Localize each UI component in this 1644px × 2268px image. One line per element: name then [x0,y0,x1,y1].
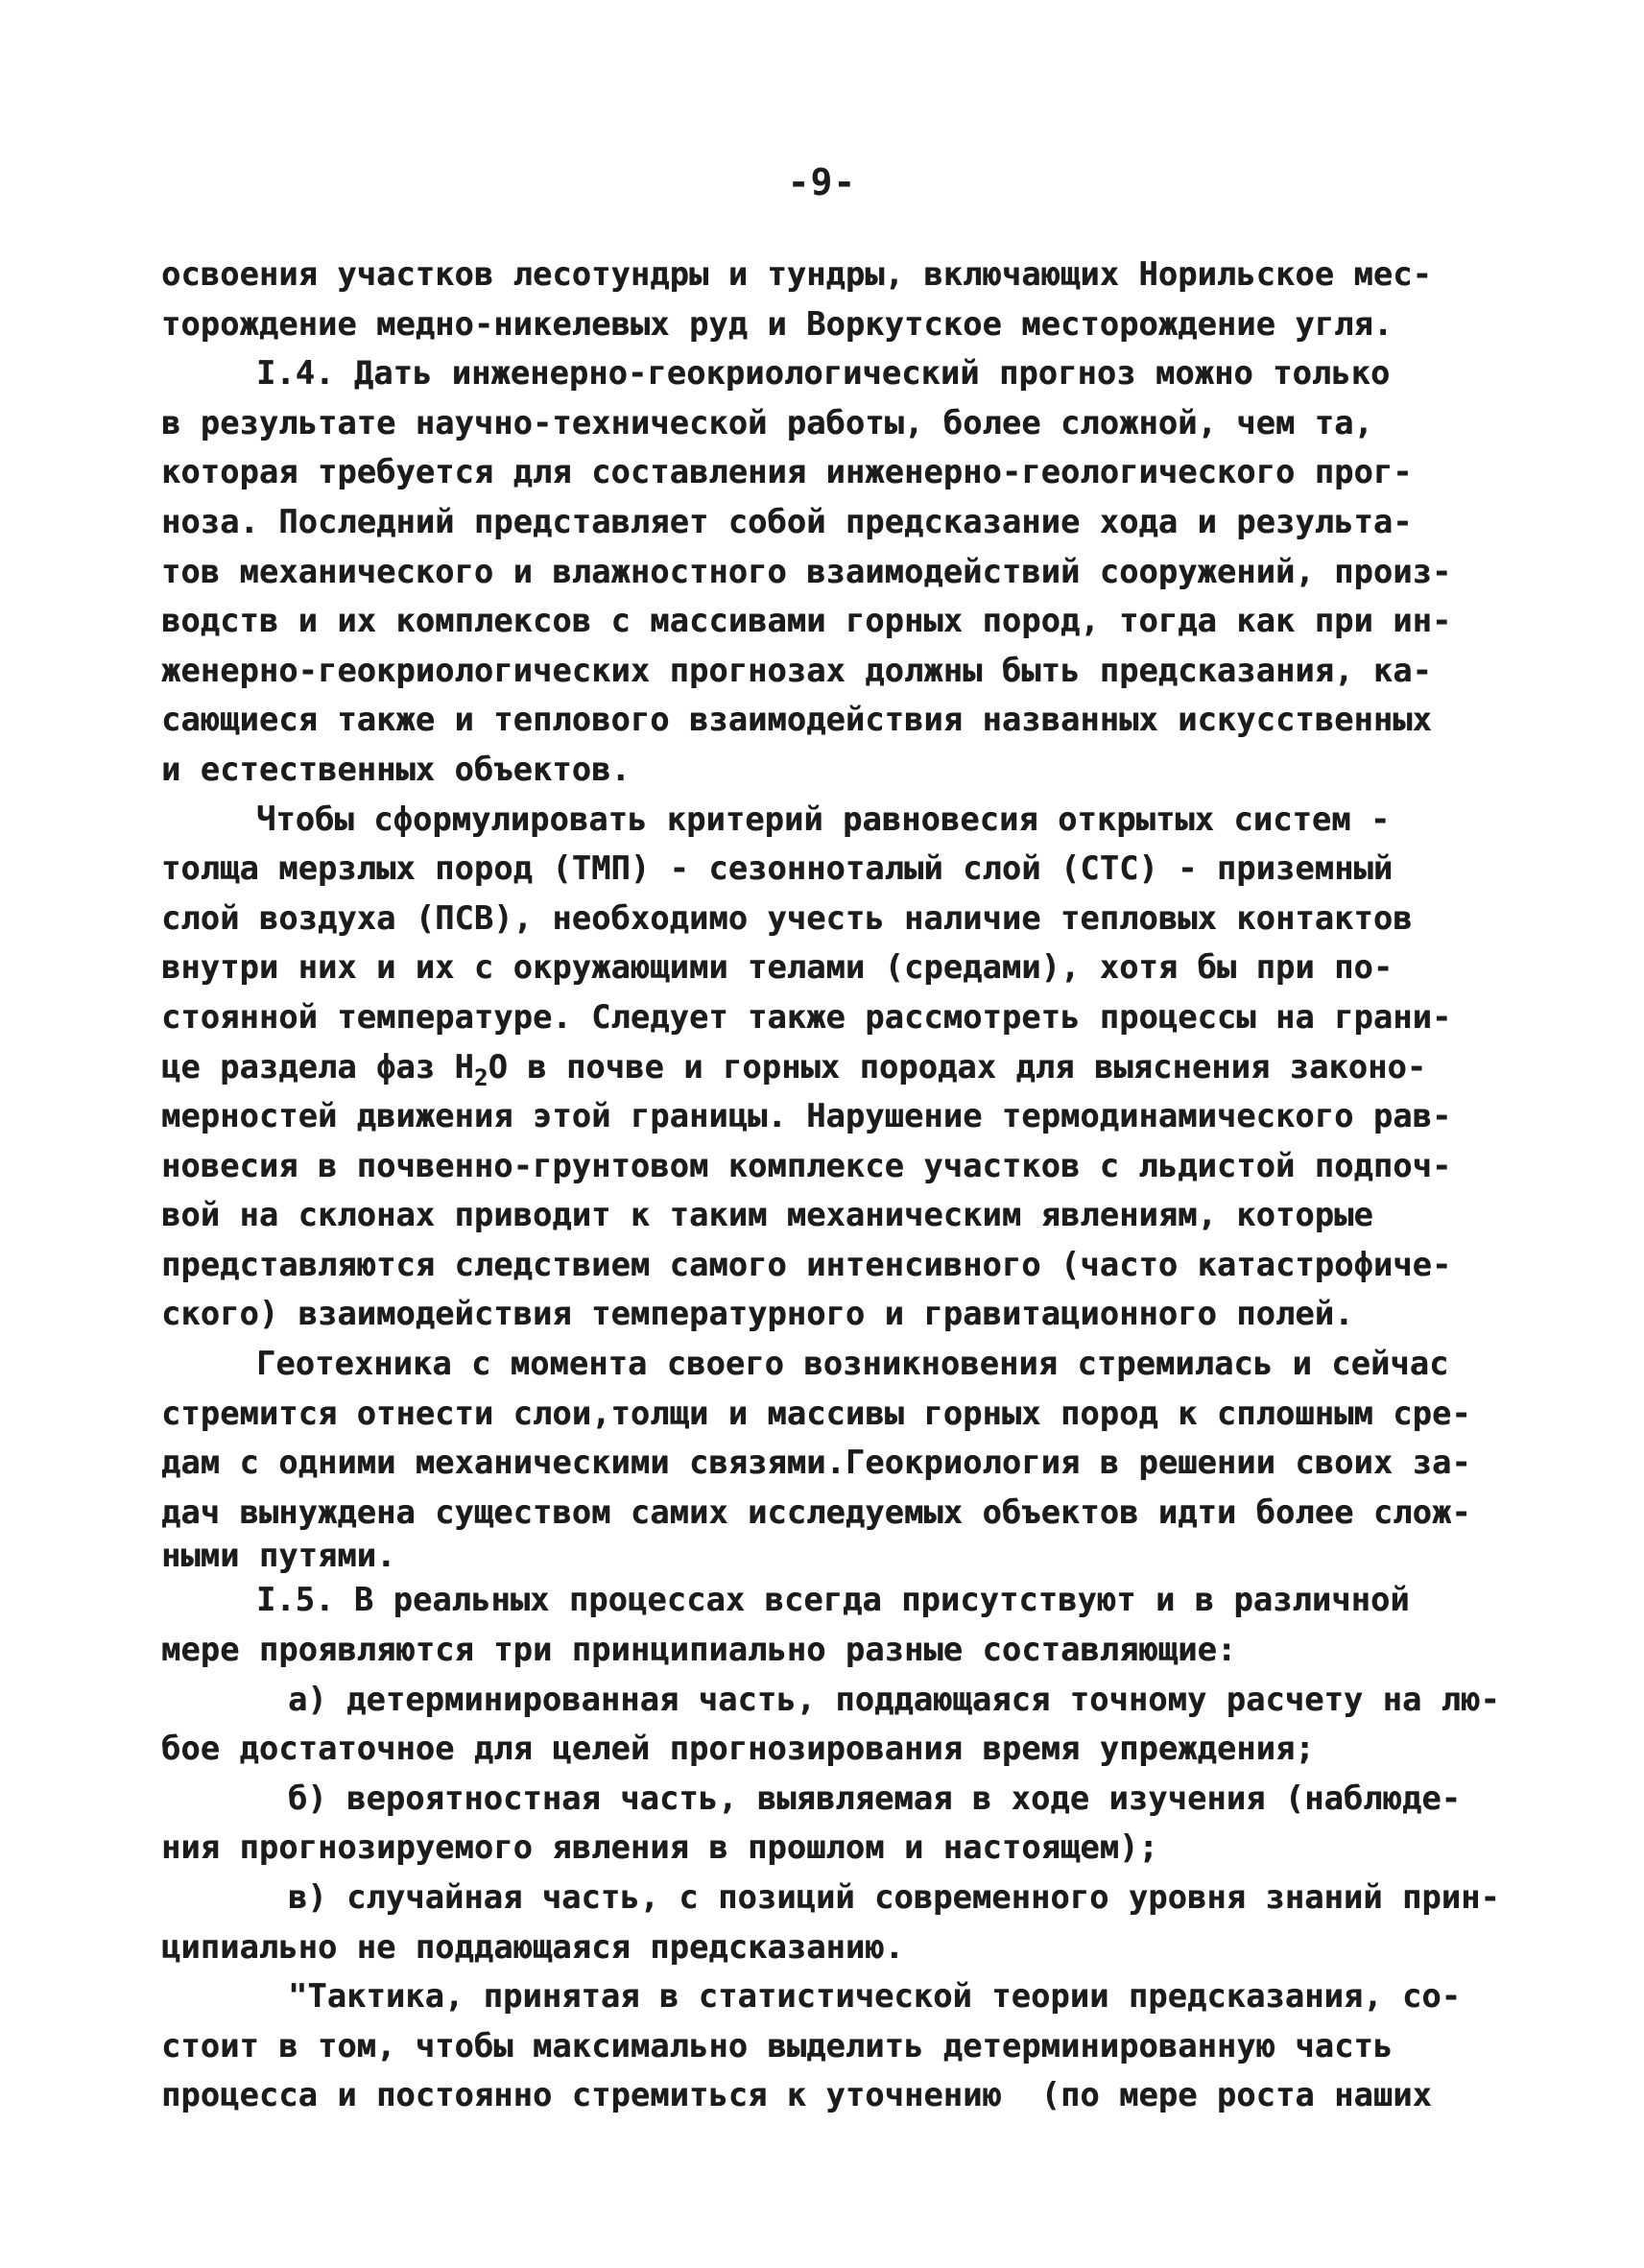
text-fragment: це раздела фаз H [161,1047,474,1086]
text-line: ния прогнозируемого явления в прошлом и настоящем); [161,1828,1158,1867]
text-line: "Тактика, принятая в статистической теории предсказания, со- [288,1977,1462,2016]
text-line: стремится отнести слои,толщи и массивы горных пород к сплошным сре- [161,1394,1471,1432]
text-fragment: O в почве и горных породах для выяснения законо- [488,1047,1427,1086]
text-line: ципиально не поддающаяся предсказанию. [161,1927,905,1966]
text-line: новесия в почвенно-грунтовом комплексе участков с льдистой подпоч- [161,1146,1452,1184]
body-text [161,250,1505,2120]
text-line: в) случайная часть, с позиций современного уровня знаний прин- [288,1878,1500,1916]
text-line: стоит в том, чтобы максимально выделить детерминированную часть [161,2026,1394,2065]
subscript-2: 2 [473,1063,488,1091]
text-line: б) вероятностная часть, выявляемая в ходе изучения (наблюде- [288,1779,1462,1817]
text-line: слой воздуха (ПСВ), необходимо учесть наличие тепловых контактов [161,898,1413,937]
text-line-h2o [161,1042,1505,1092]
text-line: мере проявляются три принципиально разные составляющие: [161,1631,1237,1669]
text-line: освоения участков лесотундры и тундры, включающих Норильское мес- [161,255,1432,293]
text-line: мерностей движения этой границы. Нарушение термодинамического рав- [161,1097,1452,1135]
text-line: I.5. В реальных процессах всегда присутствуют и в различной [256,1581,1410,1619]
text-line: тов механического и влажностного взаимодействий сооружений, произ- [161,552,1452,590]
text-line: толща мерзлых пород (ТМП) - сезонноталый слой (СТС) - приземный [161,849,1394,888]
text-line: ноза. Последний представляет собой предсказание хода и результа- [161,502,1413,540]
text-line: стоянной температуре. Следует также рассмотреть процессы на грани- [161,997,1452,1036]
text-line: торождение медно-никелевых руд и Воркутское месторождение угля. [161,304,1394,343]
page-number: -9- [787,161,857,203]
text-line: женерно-геокриологических прогнозах должны быть предсказания, ка- [161,651,1432,689]
text-line: сающиеся также и теплового взаимодействия названных искусственных [161,701,1432,739]
text-line: вой на склонах приводит к таким механическим явлениям, которые [161,1196,1373,1234]
text-line: дам с одними механическими связями.Геокриология в решении своих за- [161,1444,1471,1482]
text-line: процесса и постоянно стремиться к уточнению (по мере роста наших [161,2076,1432,2114]
text-line: Чтобы сформулировать критерий равновесия открытых систем - [256,800,1391,838]
text-line: ского) взаимодействия температурного и гравитационного полей. [161,1295,1354,1333]
text-line: в результате научно-технической работы, более сложной, чем та, [161,403,1373,442]
text-line: ными путями. [161,1537,396,1575]
text-line: водств и их комплексов с массивами горных пород, тогда как при ин- [161,602,1452,640]
text-line: бое достаточное для целей прогнозирования время упреждения; [161,1730,1315,1768]
text-line: и естественных объектов. [161,750,631,788]
text-line: внутри них и их с окружающими телами (средами), хотя бы при по- [161,948,1394,987]
text-line: представляются следствием самого интенсивного (часто катастрофиче- [161,1245,1452,1283]
text-line: Геотехника с момента своего возникновения стремилась и сейчас [256,1345,1449,1383]
text-line: I.4. Дать инженерно-геокриологический прогноз можно только [256,354,1391,393]
text-line: дач вынуждена существом самих исследуемых объектов идти более слож- [161,1492,1471,1531]
text-line: которая требуется для составления инженерно-геологического прог- [161,453,1413,491]
text-line: а) детерминированная часть, поддающаяся точному расчету на лю- [288,1680,1500,1718]
